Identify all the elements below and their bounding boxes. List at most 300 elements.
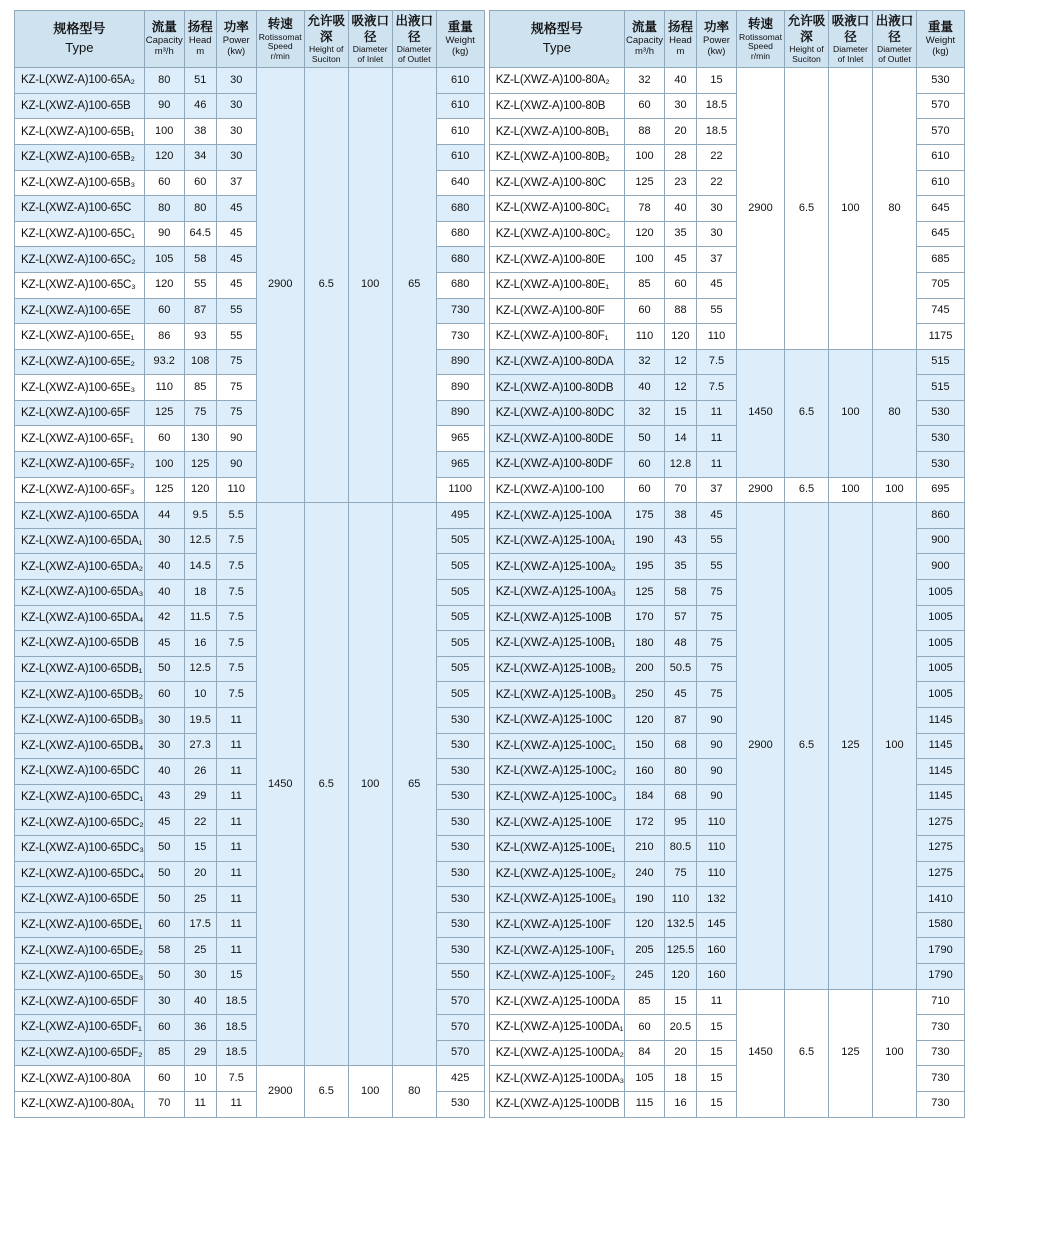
cell-head: 80.5: [664, 835, 696, 861]
cell-type: KZ-L(XWZ-A)100-65DE: [15, 887, 145, 913]
cell-capacity: 43: [144, 784, 184, 810]
cell-inlet-diameter: 100: [348, 503, 392, 1066]
cell-power: 7.5: [216, 605, 256, 631]
header-head: 扬程 Head m: [184, 11, 216, 68]
cell-capacity: 200: [625, 656, 665, 682]
cell-power: 110: [696, 324, 736, 350]
cell-weight: 1275: [916, 861, 964, 887]
cell-head: 29: [184, 784, 216, 810]
cell-capacity: 100: [144, 119, 184, 145]
cell-capacity: 40: [144, 759, 184, 785]
cell-type: KZ-L(XWZ-A)100-80DB: [489, 375, 624, 401]
cell-capacity: 150: [625, 733, 665, 759]
cell-capacity: 88: [625, 119, 665, 145]
cell-type: KZ-L(XWZ-A)100-65B₂: [15, 144, 145, 170]
cell-capacity: 60: [625, 1015, 665, 1041]
cell-head: 75: [664, 861, 696, 887]
cell-weight: 860: [916, 503, 964, 529]
cell-capacity: 115: [625, 1091, 665, 1117]
cell-type: KZ-L(XWZ-A)125-100C₂: [489, 759, 624, 785]
cell-capacity: 90: [144, 93, 184, 119]
cell-weight: 1145: [916, 784, 964, 810]
cell-weight: 530: [436, 861, 484, 887]
table-row: [489, 68, 964, 94]
cell-type: KZ-L(XWZ-A)125-100C₁: [489, 733, 624, 759]
cell-speed: 1450: [736, 349, 784, 477]
header-weight: 重量 Weight (kg): [436, 11, 484, 68]
cell-capacity: 60: [144, 298, 184, 324]
cell-type: KZ-L(XWZ-A)100-65C: [15, 196, 145, 222]
cell-power: 18.5: [696, 93, 736, 119]
header-capacity: 流量 Capacity m³/h: [625, 11, 665, 68]
cell-head: 55: [184, 272, 216, 298]
cell-power: 15: [216, 963, 256, 989]
cell-weight: 965: [436, 426, 484, 452]
cell-capacity: 195: [625, 554, 665, 580]
cell-head: 132.5: [664, 912, 696, 938]
cell-power: 7.5: [216, 1066, 256, 1092]
cell-weight: 705: [916, 272, 964, 298]
cell-power: 55: [216, 324, 256, 350]
cell-type: KZ-L(XWZ-A)125-100E: [489, 810, 624, 836]
cell-weight: 1275: [916, 810, 964, 836]
cell-suction-height: 6.5: [784, 477, 828, 503]
cell-head: 25: [184, 887, 216, 913]
cell-head: 120: [664, 324, 696, 350]
cell-weight: 730: [916, 1040, 964, 1066]
cell-suction-height: 6.5: [784, 989, 828, 1117]
cell-type: KZ-L(XWZ-A)100-80C₁: [489, 196, 624, 222]
cell-speed: 2900: [736, 477, 784, 503]
cell-outlet-diameter: 65: [392, 503, 436, 1066]
cell-weight: 505: [436, 631, 484, 657]
cell-capacity: 60: [144, 1066, 184, 1092]
cell-weight: 1145: [916, 759, 964, 785]
cell-capacity: 58: [144, 938, 184, 964]
cell-weight: 505: [436, 554, 484, 580]
cell-power: 55: [216, 298, 256, 324]
cell-power: 45: [696, 272, 736, 298]
cell-type: KZ-L(XWZ-A)100-65DA: [15, 503, 145, 529]
cell-weight: 610: [916, 144, 964, 170]
cell-capacity: 120: [144, 272, 184, 298]
cell-weight: 530: [916, 452, 964, 478]
cell-weight: 495: [436, 503, 484, 529]
cell-weight: 570: [916, 93, 964, 119]
cell-head: 12.8: [664, 452, 696, 478]
cell-capacity: 60: [144, 170, 184, 196]
header-outlet-diameter: 出液口径 Diameter of Outlet: [872, 11, 916, 68]
cell-head: 20: [664, 119, 696, 145]
cell-weight: 730: [436, 324, 484, 350]
cell-capacity: 120: [144, 144, 184, 170]
right-table-head: [489, 11, 964, 68]
cell-capacity: 245: [625, 963, 665, 989]
cell-weight: 610: [436, 93, 484, 119]
cell-power: 75: [696, 580, 736, 606]
cell-capacity: 80: [144, 68, 184, 94]
cell-type: KZ-L(XWZ-A)100-65DE₂: [15, 938, 145, 964]
cell-head: 120: [664, 963, 696, 989]
cell-capacity: 85: [625, 272, 665, 298]
cell-suction-height: 6.5: [784, 349, 828, 477]
cell-power: 15: [696, 1066, 736, 1092]
cell-weight: 530: [436, 887, 484, 913]
cell-speed: 2900: [736, 503, 784, 989]
cell-head: 20: [184, 861, 216, 887]
cell-weight: 1275: [916, 835, 964, 861]
cell-weight: 680: [436, 247, 484, 273]
cell-power: 30: [216, 144, 256, 170]
cell-capacity: 60: [144, 426, 184, 452]
cell-head: 12.5: [184, 656, 216, 682]
cell-type: KZ-L(XWZ-A)125-100E₁: [489, 835, 624, 861]
cell-head: 75: [184, 400, 216, 426]
cell-capacity: 105: [625, 1066, 665, 1092]
cell-head: 15: [664, 400, 696, 426]
cell-power: 7.5: [216, 656, 256, 682]
cell-capacity: 30: [144, 733, 184, 759]
cell-head: 12.5: [184, 528, 216, 554]
cell-suction-height: 6.5: [784, 68, 828, 350]
cell-power: 90: [696, 784, 736, 810]
cell-head: 15: [184, 835, 216, 861]
cell-speed: 2900: [256, 68, 304, 503]
cell-capacity: 125: [625, 580, 665, 606]
cell-capacity: 120: [625, 912, 665, 938]
cell-power: 15: [696, 68, 736, 94]
cell-type: KZ-L(XWZ-A)125-100DA₂: [489, 1040, 624, 1066]
cell-type: KZ-L(XWZ-A)100-65DE₃: [15, 963, 145, 989]
cell-capacity: 32: [625, 349, 665, 375]
cell-power: 7.5: [696, 349, 736, 375]
cell-type: KZ-L(XWZ-A)125-100A: [489, 503, 624, 529]
cell-type: KZ-L(XWZ-A)125-100DA₁: [489, 1015, 624, 1041]
cell-power: 75: [216, 349, 256, 375]
cell-weight: 1100: [436, 477, 484, 503]
cell-type: KZ-L(XWZ-A)100-65A₂: [15, 68, 145, 94]
cell-head: 20: [664, 1040, 696, 1066]
cell-power: 11: [696, 452, 736, 478]
cell-type: KZ-L(XWZ-A)100-80B: [489, 93, 624, 119]
cell-type: KZ-L(XWZ-A)100-80F: [489, 298, 624, 324]
cell-weight: 530: [436, 835, 484, 861]
cell-power: 11: [216, 759, 256, 785]
cell-type: KZ-L(XWZ-A)100-65C₃: [15, 272, 145, 298]
cell-type: KZ-L(XWZ-A)100-65F: [15, 400, 145, 426]
cell-type: KZ-L(XWZ-A)100-80C₂: [489, 221, 624, 247]
cell-weight: 730: [916, 1091, 964, 1117]
cell-capacity: 60: [625, 452, 665, 478]
cell-capacity: 110: [144, 375, 184, 401]
cell-type: KZ-L(XWZ-A)100-65DC₄: [15, 861, 145, 887]
cell-weight: 1005: [916, 605, 964, 631]
cell-head: 120: [184, 477, 216, 503]
cell-head: 80: [184, 196, 216, 222]
header-power: 功率 Power (kw): [696, 11, 736, 68]
cell-capacity: 78: [625, 196, 665, 222]
cell-weight: 505: [436, 528, 484, 554]
header-capacity: 流量 Capacity m³/h: [144, 11, 184, 68]
cell-outlet-diameter: 100: [872, 503, 916, 989]
cell-capacity: 30: [144, 989, 184, 1015]
cell-speed: 2900: [736, 68, 784, 350]
header-speed: 转速 Rotissomat Speed r/min: [256, 11, 304, 68]
cell-capacity: 50: [144, 963, 184, 989]
cell-capacity: 40: [625, 375, 665, 401]
cell-head: 40: [664, 196, 696, 222]
cell-power: 75: [216, 400, 256, 426]
cell-type: KZ-L(XWZ-A)100-65DA₁: [15, 528, 145, 554]
table-row: [489, 349, 964, 375]
cell-power: 5.5: [216, 503, 256, 529]
right-spec-table: [489, 10, 965, 1118]
cell-capacity: 45: [144, 810, 184, 836]
cell-weight: 570: [436, 1040, 484, 1066]
cell-type: KZ-L(XWZ-A)100-65DB₂: [15, 682, 145, 708]
cell-capacity: 160: [625, 759, 665, 785]
header-type: 规格型号 Type: [15, 11, 145, 68]
cell-power: 160: [696, 938, 736, 964]
cell-power: 7.5: [216, 554, 256, 580]
cell-type: KZ-L(XWZ-A)125-100A₃: [489, 580, 624, 606]
cell-power: 160: [696, 963, 736, 989]
cell-capacity: 125: [625, 170, 665, 196]
cell-weight: 890: [436, 349, 484, 375]
cell-power: 11: [216, 912, 256, 938]
cell-type: KZ-L(XWZ-A)100-80B₂: [489, 144, 624, 170]
cell-type: KZ-L(XWZ-A)100-65F₃: [15, 477, 145, 503]
cell-type: KZ-L(XWZ-A)100-65DB₃: [15, 708, 145, 734]
cell-weight: 1005: [916, 580, 964, 606]
cell-head: 30: [664, 93, 696, 119]
cell-type: KZ-L(XWZ-A)100-65DE₁: [15, 912, 145, 938]
cell-capacity: 85: [625, 989, 665, 1015]
cell-head: 40: [664, 68, 696, 94]
cell-head: 22: [184, 810, 216, 836]
cell-power: 7.5: [216, 631, 256, 657]
cell-capacity: 60: [625, 298, 665, 324]
cell-weight: 515: [916, 349, 964, 375]
cell-weight: 1145: [916, 708, 964, 734]
cell-head: 19.5: [184, 708, 216, 734]
cell-inlet-diameter: 100: [828, 349, 872, 477]
cell-type: KZ-L(XWZ-A)125-100E₂: [489, 861, 624, 887]
cell-power: 110: [216, 477, 256, 503]
cell-head: 25: [184, 938, 216, 964]
header-inlet-diameter: 吸液口径 Diameter of Inlet: [828, 11, 872, 68]
cell-power: 7.5: [696, 375, 736, 401]
cell-capacity: 110: [625, 324, 665, 350]
cell-head: 38: [664, 503, 696, 529]
cell-weight: 1145: [916, 733, 964, 759]
cell-weight: 890: [436, 375, 484, 401]
cell-inlet-diameter: 125: [828, 989, 872, 1117]
tables-container: [14, 10, 1046, 1118]
cell-power: 110: [696, 810, 736, 836]
cell-head: 51: [184, 68, 216, 94]
cell-weight: 680: [436, 272, 484, 298]
cell-type: KZ-L(XWZ-A)100-65DC₂: [15, 810, 145, 836]
cell-head: 16: [664, 1091, 696, 1117]
cell-head: 26: [184, 759, 216, 785]
cell-capacity: 70: [144, 1091, 184, 1117]
cell-power: 110: [696, 861, 736, 887]
cell-weight: 570: [436, 1015, 484, 1041]
cell-weight: 1580: [916, 912, 964, 938]
cell-weight: 730: [916, 1066, 964, 1092]
cell-type: KZ-L(XWZ-A)100-65C₁: [15, 221, 145, 247]
cell-head: 15: [664, 989, 696, 1015]
cell-inlet-diameter: 100: [348, 68, 392, 503]
header-suction-height: 允许吸深 Height of Suciton: [784, 11, 828, 68]
cell-capacity: 180: [625, 631, 665, 657]
cell-capacity: 60: [144, 1015, 184, 1041]
cell-type: KZ-L(XWZ-A)125-100F₁: [489, 938, 624, 964]
cell-weight: 745: [916, 298, 964, 324]
cell-head: 18: [664, 1066, 696, 1092]
cell-power: 11: [696, 400, 736, 426]
cell-type: KZ-L(XWZ-A)125-100B₂: [489, 656, 624, 682]
cell-head: 34: [184, 144, 216, 170]
cell-type: KZ-L(XWZ-A)100-65E₁: [15, 324, 145, 350]
cell-head: 14: [664, 426, 696, 452]
cell-weight: 680: [436, 221, 484, 247]
cell-power: 30: [696, 221, 736, 247]
header-outlet-diameter: 出液口径 Diameter of Outlet: [392, 11, 436, 68]
cell-suction-height: 6.5: [304, 68, 348, 503]
cell-type: KZ-L(XWZ-A)100-80DC: [489, 400, 624, 426]
cell-capacity: 93.2: [144, 349, 184, 375]
cell-type: KZ-L(XWZ-A)100-65E: [15, 298, 145, 324]
cell-head: 36: [184, 1015, 216, 1041]
cell-capacity: 170: [625, 605, 665, 631]
cell-power: 45: [696, 503, 736, 529]
table-row: [489, 989, 964, 1015]
cell-head: 12: [664, 375, 696, 401]
cell-power: 90: [216, 452, 256, 478]
cell-capacity: 60: [144, 912, 184, 938]
cell-capacity: 80: [144, 196, 184, 222]
cell-power: 110: [696, 835, 736, 861]
cell-type: KZ-L(XWZ-A)100-80DE: [489, 426, 624, 452]
cell-power: 37: [216, 170, 256, 196]
cell-head: 46: [184, 93, 216, 119]
cell-type: KZ-L(XWZ-A)100-80DA: [489, 349, 624, 375]
cell-head: 48: [664, 631, 696, 657]
cell-power: 75: [216, 375, 256, 401]
cell-head: 43: [664, 528, 696, 554]
cell-head: 35: [664, 221, 696, 247]
cell-power: 18.5: [216, 1015, 256, 1041]
cell-type: KZ-L(XWZ-A)125-100A₁: [489, 528, 624, 554]
cell-head: 110: [664, 887, 696, 913]
cell-head: 93: [184, 324, 216, 350]
cell-weight: 680: [436, 196, 484, 222]
cell-weight: 530: [436, 733, 484, 759]
cell-outlet-diameter: 100: [872, 477, 916, 503]
cell-head: 68: [664, 733, 696, 759]
cell-weight: 1005: [916, 656, 964, 682]
cell-weight: 530: [916, 68, 964, 94]
cell-type: KZ-L(XWZ-A)100-65C₂: [15, 247, 145, 273]
cell-weight: 965: [436, 452, 484, 478]
cell-weight: 1175: [916, 324, 964, 350]
table-row: [15, 503, 485, 529]
cell-head: 95: [664, 810, 696, 836]
table-row: [15, 1066, 485, 1092]
cell-weight: 570: [916, 119, 964, 145]
cell-type: KZ-L(XWZ-A)100-65DC: [15, 759, 145, 785]
cell-type: KZ-L(XWZ-A)100-65DC₃: [15, 835, 145, 861]
cell-capacity: 100: [144, 452, 184, 478]
cell-capacity: 125: [144, 477, 184, 503]
cell-capacity: 105: [144, 247, 184, 273]
cell-capacity: 175: [625, 503, 665, 529]
cell-power: 90: [696, 759, 736, 785]
cell-type: KZ-L(XWZ-A)100-80B₁: [489, 119, 624, 145]
cell-type: KZ-L(XWZ-A)125-100C: [489, 708, 624, 734]
cell-power: 30: [216, 93, 256, 119]
cell-weight: 1790: [916, 963, 964, 989]
cell-power: 11: [216, 733, 256, 759]
cell-type: KZ-L(XWZ-A)100-65DB₄: [15, 733, 145, 759]
header-head: 扬程 Head m: [664, 11, 696, 68]
cell-weight: 505: [436, 682, 484, 708]
cell-type: KZ-L(XWZ-A)100-65DB₁: [15, 656, 145, 682]
cell-power: 7.5: [216, 528, 256, 554]
cell-capacity: 50: [625, 426, 665, 452]
cell-outlet-diameter: 80: [872, 349, 916, 477]
cell-weight: 530: [436, 759, 484, 785]
cell-type: KZ-L(XWZ-A)100-80C: [489, 170, 624, 196]
cell-speed: 1450: [256, 503, 304, 1066]
cell-head: 28: [664, 144, 696, 170]
cell-power: 15: [696, 1015, 736, 1041]
cell-type: KZ-L(XWZ-A)100-80F₁: [489, 324, 624, 350]
cell-weight: 570: [436, 989, 484, 1015]
cell-weight: 695: [916, 477, 964, 503]
cell-weight: 1410: [916, 887, 964, 913]
cell-power: 37: [696, 477, 736, 503]
cell-head: 10: [184, 1066, 216, 1092]
cell-weight: 1005: [916, 682, 964, 708]
cell-power: 18.5: [696, 119, 736, 145]
cell-type: KZ-L(XWZ-A)100-65DC₁: [15, 784, 145, 810]
cell-type: KZ-L(XWZ-A)100-65DF: [15, 989, 145, 1015]
right-table-body: [489, 68, 964, 1117]
cell-power: 11: [216, 810, 256, 836]
cell-head: 30: [184, 963, 216, 989]
cell-power: 45: [216, 221, 256, 247]
table-row: [489, 503, 964, 529]
cell-power: 55: [696, 554, 736, 580]
cell-power: 7.5: [216, 682, 256, 708]
cell-type: KZ-L(XWZ-A)100-80DF: [489, 452, 624, 478]
cell-power: 18.5: [216, 1040, 256, 1066]
cell-inlet-diameter: 100: [348, 1066, 392, 1117]
cell-head: 80: [664, 759, 696, 785]
cell-power: 11: [216, 938, 256, 964]
cell-capacity: 190: [625, 887, 665, 913]
cell-capacity: 40: [144, 554, 184, 580]
cell-type: KZ-L(XWZ-A)125-100F: [489, 912, 624, 938]
cell-power: 145: [696, 912, 736, 938]
cell-power: 30: [216, 119, 256, 145]
cell-power: 45: [216, 247, 256, 273]
header-type: 规格型号 Type: [489, 11, 624, 68]
cell-weight: 550: [436, 963, 484, 989]
